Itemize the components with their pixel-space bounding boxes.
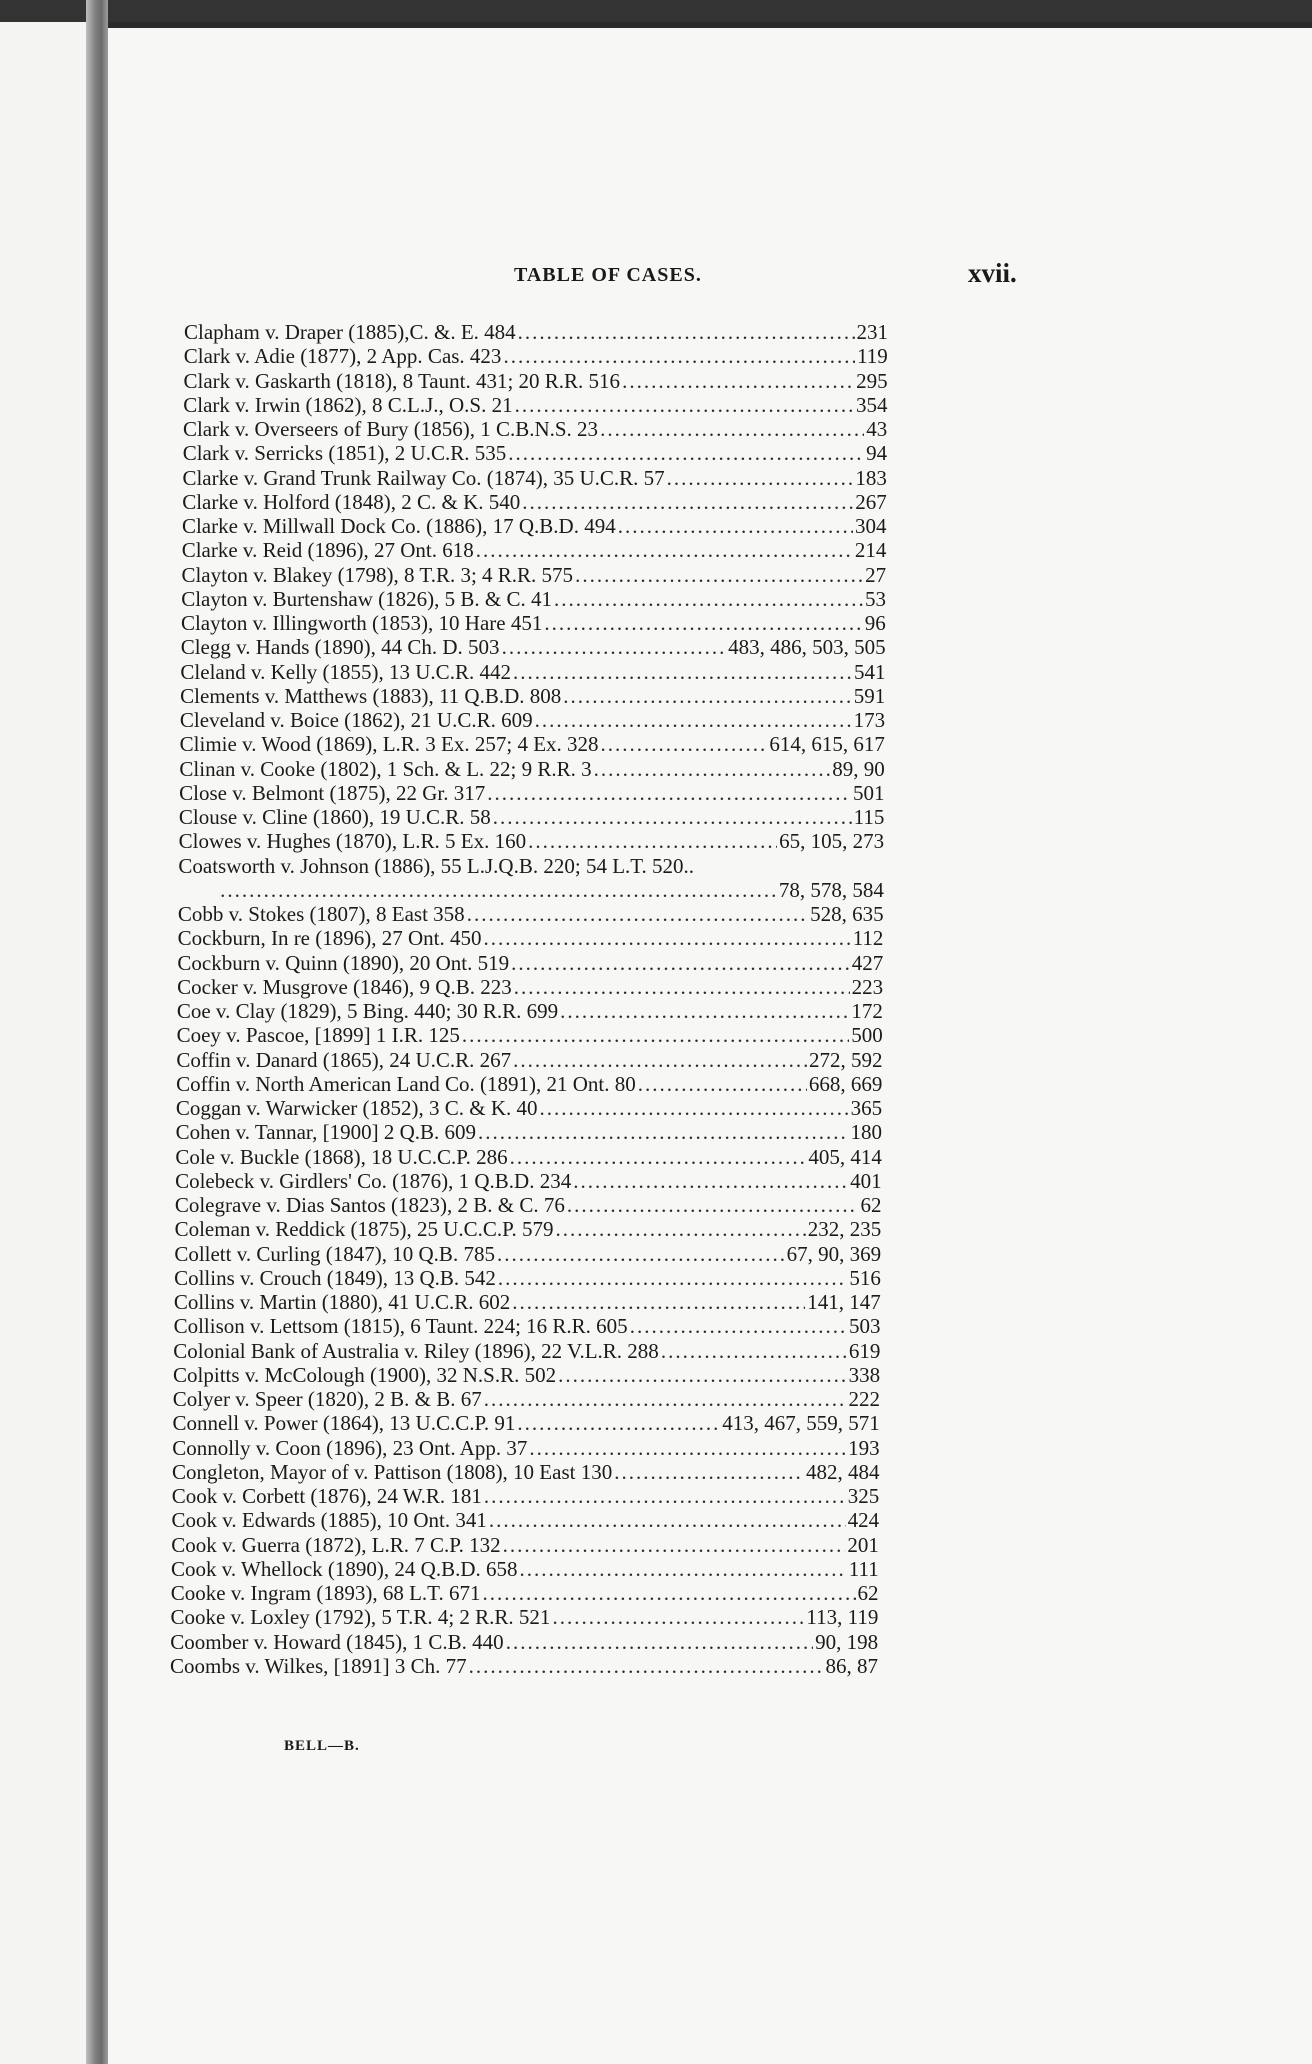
dot-leader	[513, 1048, 807, 1072]
case-pages: 180	[850, 1120, 882, 1145]
dot-leader	[510, 1145, 807, 1169]
case-name: Coey v. Pascoe, [1899] 1 I.R. 125	[176, 1023, 460, 1048]
case-pages: 413, 467, 559, 571	[722, 1411, 880, 1436]
case-entry	[175, 1145, 881, 1169]
case-name: Congleton, Mayor of v. Pattison (1808), 10 East 130	[172, 1459, 613, 1484]
case-entry	[171, 1533, 879, 1557]
case-name: Coatsworth v. Johnson (1886), 55 L.J.Q.B. 220; 54 L.T. 520..	[178, 853, 695, 878]
case-name: Colonial Bank of Australia v. Riley (1896), 22 V.L.R. 288	[173, 1338, 659, 1363]
case-name: Climie v. Wood (1869), L.R. 3 Ex. 257; 4 Ex. 328	[179, 732, 599, 757]
case-pages: 295	[856, 368, 888, 393]
case-pages: 405, 414	[808, 1144, 882, 1169]
case-entry	[181, 611, 886, 635]
dot-leader	[476, 538, 853, 562]
case-entry	[180, 684, 885, 708]
dot-leader	[497, 1242, 785, 1266]
case-entry	[176, 1120, 882, 1144]
dot-leader	[489, 1508, 846, 1532]
case-pages: 90, 198	[815, 1629, 879, 1654]
dot-leader	[618, 514, 853, 538]
dot-leader	[513, 660, 852, 684]
case-pages: 223	[851, 974, 884, 999]
case-name: Connolly v. Coon (1896), 23 Ont. App. 37	[172, 1435, 528, 1460]
case-entry	[180, 732, 885, 756]
dot-leader	[469, 1654, 824, 1678]
case-pages: 501	[853, 780, 885, 805]
case-pages: 112	[852, 926, 884, 951]
case-pages: 67, 90, 369	[786, 1241, 882, 1266]
dot-leader	[520, 1557, 847, 1581]
case-name: Cleveland v. Boice (1862), 21 U.C.R. 609	[179, 708, 533, 732]
case-entry	[179, 757, 884, 781]
case-entry	[170, 1630, 878, 1654]
page-number: xvii.	[968, 258, 1017, 288]
case-entry	[176, 1072, 882, 1096]
dot-leader	[484, 1387, 847, 1411]
dot-leader	[600, 417, 864, 441]
case-entry	[178, 854, 884, 878]
dot-leader	[522, 490, 853, 514]
case-pages: 482, 484	[805, 1459, 880, 1484]
case-pages: 113, 119	[806, 1605, 879, 1630]
case-pages: 304	[855, 514, 887, 538]
case-entry	[180, 660, 885, 684]
case-name: Cook v. Whellock (1890), 24 Q.B.D. 658	[171, 1556, 518, 1581]
case-entry	[171, 1581, 879, 1605]
case-entry	[178, 878, 884, 902]
dot-leader	[487, 781, 851, 805]
case-entry	[172, 1460, 879, 1484]
case-name: Clark v. Serricks (1851), 2 U.C.R. 535	[182, 441, 507, 466]
case-entry	[176, 1048, 882, 1072]
case-pages: 43	[866, 417, 888, 441]
case-entry	[173, 1339, 880, 1363]
case-entry	[183, 393, 887, 417]
dot-leader	[567, 1193, 859, 1217]
signature-mark: BELL—B.	[284, 1738, 360, 1754]
dot-leader	[503, 344, 855, 368]
case-name: Cook v. Edwards (1885), 10 Ont. 341	[171, 1508, 487, 1533]
case-entry	[179, 781, 884, 805]
scan-top-edge	[0, 0, 1312, 22]
dot-leader	[506, 1630, 813, 1654]
case-entry	[174, 1242, 881, 1266]
dot-leader	[478, 1120, 848, 1144]
case-pages: 267	[855, 489, 887, 514]
dot-leader	[503, 1533, 846, 1557]
dot-leader	[594, 757, 831, 781]
case-entry	[174, 1266, 881, 1290]
case-name: Clark v. Adie (1877), 2 App. Cas. 423	[183, 344, 502, 369]
case-name: Collins v. Crouch (1849), 13 Q.B. 542	[174, 1265, 496, 1290]
case-pages: 115	[853, 805, 885, 829]
dot-leader	[493, 805, 852, 829]
case-name: Clouse v. Cline (1860), 19 U.C.R. 58	[178, 805, 491, 829]
case-entry	[178, 902, 884, 926]
case-pages: 668, 669	[808, 1071, 883, 1096]
case-name: Clowes v. Hughes (1870), L.R. 5 Ex. 160	[178, 829, 527, 854]
case-pages: 65, 105, 273	[779, 829, 885, 854]
case-entry	[174, 1314, 881, 1338]
dot-leader	[601, 732, 768, 756]
dot-leader	[622, 369, 854, 393]
case-pages: 614, 615, 617	[769, 732, 885, 757]
dot-leader	[552, 1605, 804, 1629]
case-entry	[183, 369, 887, 393]
dot-leader	[467, 902, 808, 926]
dot-leader	[614, 1460, 804, 1484]
case-entry	[171, 1605, 879, 1629]
case-entry	[170, 1654, 878, 1678]
dot-leader	[540, 1096, 849, 1120]
case-name: Cocker v. Musgrove (1846), 9 Q.B. 223	[177, 974, 512, 999]
case-pages: 427	[851, 950, 884, 975]
case-pages: 354	[855, 392, 888, 417]
case-pages: 503	[849, 1314, 881, 1339]
case-pages: 173	[853, 708, 886, 732]
case-name: Cooke v. Loxley (1792), 5 T.R. 4; 2 R.R. 521	[170, 1605, 551, 1630]
case-name: Coleman v. Reddick (1875), 25 U.C.C.P. 579	[174, 1217, 554, 1242]
case-name: Coe v. Clay (1829), 5 Bing. 440; 30 R.R. 699	[176, 999, 559, 1023]
case-pages: 27	[865, 562, 887, 587]
case-pages: 183	[855, 465, 887, 490]
dot-leader	[498, 1266, 848, 1290]
case-pages: 401	[850, 1168, 882, 1193]
scan-margin	[0, 0, 92, 2064]
case-entry	[182, 466, 886, 490]
dot-leader	[515, 393, 854, 417]
case-name: Clarke v. Holford (1848), 2 C. & K. 540	[182, 489, 521, 514]
case-pages: 111	[848, 1556, 879, 1581]
case-entry	[172, 1508, 880, 1532]
case-pages: 591	[853, 683, 886, 708]
dot-leader	[575, 563, 863, 587]
case-name: Clements v. Matthews (1883), 11 Q.B.D. 808	[180, 683, 562, 708]
case-entry	[178, 926, 884, 950]
dot-leader	[482, 1581, 855, 1605]
case-name: Cooke v. Ingram (1893), 68 L.T. 671	[170, 1581, 481, 1605]
case-name: Close v. Belmont (1875), 22 Gr. 317	[179, 780, 486, 805]
case-name: Cleland v. Kelly (1855), 13 U.C.R. 442	[180, 659, 511, 684]
case-entry	[176, 1096, 882, 1120]
case-name: Clark v. Overseers of Bury (1856), 1 C.B.N.S. 23	[182, 417, 599, 441]
dot-leader	[518, 320, 855, 344]
case-pages: 172	[851, 999, 883, 1023]
case-entry	[177, 951, 883, 975]
case-pages: 78, 578, 584	[778, 877, 884, 902]
case-name: Cockburn v. Quinn (1890), 20 Ont. 519	[177, 950, 510, 975]
case-pages: 424	[847, 1508, 880, 1533]
dot-leader	[528, 829, 777, 853]
case-pages: 119	[857, 344, 888, 369]
dot-leader	[560, 999, 849, 1023]
case-pages: 338	[848, 1362, 881, 1387]
case-name: Cole v. Buckle (1868), 18 U.C.C.P. 286	[175, 1144, 508, 1169]
dot-leader	[630, 1314, 847, 1338]
case-name: Colyer v. Speer (1820), 2 B. & B. 67	[172, 1387, 482, 1411]
case-name: Collison v. Lettsom (1815), 6 Taunt. 224; 16 R.R. 605	[173, 1314, 628, 1339]
case-name: Clark v. Irwin (1862), 8 C.L.J., O.S. 21	[183, 392, 513, 417]
case-entry	[177, 999, 883, 1023]
case-pages: 201	[847, 1532, 879, 1557]
case-pages: 94	[866, 441, 888, 466]
case-entry	[173, 1387, 880, 1411]
dot-leader	[517, 1411, 720, 1435]
case-pages: 516	[849, 1265, 881, 1290]
case-entry	[183, 417, 887, 441]
case-entry	[175, 1193, 882, 1217]
case-name: Colebeck v. Girdlers' Co. (1876), 1 Q.B.D. 234	[175, 1168, 572, 1193]
case-pages: 541	[853, 659, 886, 684]
case-pages: 500	[851, 1023, 883, 1048]
dot-leader	[512, 1290, 805, 1314]
case-entry	[175, 1217, 882, 1241]
case-name: Coomber v. Howard (1845), 1 C.B. 440	[170, 1629, 504, 1654]
dot-leader	[502, 635, 727, 659]
dot-leader	[544, 611, 862, 635]
dot-leader	[573, 1169, 848, 1193]
case-pages: 619	[848, 1338, 881, 1363]
case-entry	[181, 563, 886, 587]
case-pages: 62	[860, 1193, 882, 1217]
dot-leader	[661, 1339, 847, 1363]
dot-leader	[484, 926, 851, 950]
case-name: Clegg v. Hands (1890), 44 Ch. D. 503	[180, 635, 500, 660]
case-name: Connell v. Power (1864), 13 U.C.C.P. 91	[172, 1411, 516, 1436]
dot-leader	[514, 975, 850, 999]
case-entry	[184, 344, 888, 368]
case-pages: 483, 486, 503, 505	[728, 635, 886, 660]
case-name: Coffin v. North American Land Co. (1891), 21 Ont. 80	[176, 1071, 636, 1096]
dot-leader	[667, 466, 854, 490]
book-page	[108, 28, 1312, 2064]
case-name: Clapham v. Draper (1885),C. &. E. 484	[184, 320, 516, 344]
dot-leader	[511, 951, 850, 975]
case-entry	[182, 538, 887, 562]
book-spine	[86, 0, 108, 2064]
case-name: Cobb v. Stokes (1807), 8 East 358	[177, 902, 465, 926]
case-entry	[177, 1023, 883, 1047]
case-entry	[181, 635, 886, 659]
case-entry	[172, 1484, 879, 1508]
case-name: Cohen v. Tannar, [1900] 2 Q.B. 609	[175, 1120, 476, 1145]
case-name: Colegrave v. Dias Santos (1823), 2 B. & C. 76	[174, 1193, 565, 1217]
case-pages: 272, 592	[809, 1047, 883, 1072]
case-name: Clark v. Gaskarth (1818), 8 Taunt. 431; 20 R.R. 516	[183, 368, 621, 393]
case-pages: 222	[848, 1387, 880, 1411]
case-pages: 528, 635	[810, 902, 884, 926]
case-entry	[177, 975, 883, 999]
dot-leader	[638, 1072, 807, 1096]
case-name: Clayton v. Burtenshaw (1826), 5 B. & C. 41	[181, 586, 552, 611]
case-name: Coffin v. Danard (1865), 24 U.C.R. 267	[176, 1047, 512, 1072]
case-name: Collins v. Martin (1880), 41 U.C.R. 602	[173, 1290, 511, 1314]
case-entry	[183, 441, 887, 465]
case-pages: 86, 87	[825, 1653, 878, 1678]
case-name: Clayton v. Illingworth (1853), 10 Hare 451	[180, 611, 543, 635]
dot-leader	[462, 1023, 849, 1047]
case-name: Clarke v. Grand Trunk Railway Co. (1874), 35 U.C.R. 57	[182, 465, 665, 490]
page-title: TABLE OF CASES.	[514, 264, 702, 286]
case-name: Clarke v. Millwall Dock Co. (1886), 17 Q.B.D. 494	[181, 514, 616, 538]
case-entry	[174, 1290, 881, 1314]
dot-leader	[556, 1217, 806, 1241]
case-name: Coggan v. Warwicker (1852), 3 C. & K. 40	[175, 1096, 538, 1120]
case-entry	[179, 805, 884, 829]
case-entry	[181, 587, 886, 611]
dot-leader	[508, 441, 864, 465]
case-entry	[184, 320, 888, 344]
case-entry	[173, 1363, 880, 1387]
case-name: Clayton v. Blakey (1798), 8 T.R. 3; 4 R.R. 575	[181, 562, 574, 587]
case-pages: 193	[848, 1435, 880, 1460]
case-entry	[173, 1411, 880, 1435]
case-name: Collett v. Curling (1847), 10 Q.B. 785	[174, 1241, 495, 1266]
case-entry	[180, 708, 885, 732]
case-name: Cook v. Guerra (1872), L.R. 7 C.P. 132	[171, 1532, 501, 1557]
case-entry	[182, 514, 887, 538]
case-pages: 325	[847, 1484, 880, 1508]
case-pages: 231	[856, 320, 888, 344]
case-pages: 365	[850, 1096, 883, 1120]
dot-leader	[554, 587, 863, 611]
case-entry	[171, 1557, 879, 1581]
dot-leader	[558, 1363, 847, 1387]
case-name: Colpitts v. McColough (1900), 32 N.S.R. 502	[173, 1362, 557, 1387]
case-pages: 214	[854, 538, 887, 563]
dot-leader	[563, 684, 852, 708]
case-pages: 89, 90	[832, 756, 885, 781]
dot-leader	[535, 708, 852, 732]
case-name: Cockburn, In re (1896), 27 Ont. 450	[177, 926, 482, 951]
case-name: Coombs v. Wilkes, [1891] 3 Ch. 77	[170, 1653, 467, 1678]
case-entry	[175, 1169, 882, 1193]
case-name: Clarke v. Reid (1896), 27 Ont. 618	[181, 538, 474, 563]
case-pages: 141, 147	[807, 1290, 881, 1314]
dot-leader	[220, 878, 777, 902]
case-name: Cook v. Corbett (1876), 24 W.R. 181	[171, 1484, 482, 1508]
case-pages: 53	[864, 586, 886, 611]
case-entry	[179, 829, 885, 853]
case-pages: 62	[857, 1581, 879, 1605]
case-pages: 232, 235	[807, 1217, 882, 1242]
case-entry	[182, 490, 887, 514]
dot-leader	[484, 1484, 846, 1508]
dot-leader	[529, 1436, 846, 1460]
case-pages: 96	[864, 611, 886, 635]
case-entry	[172, 1436, 879, 1460]
case-name: Clinan v. Cooke (1802), 1 Sch. & L. 22; 9 R.R. 3	[179, 756, 592, 781]
